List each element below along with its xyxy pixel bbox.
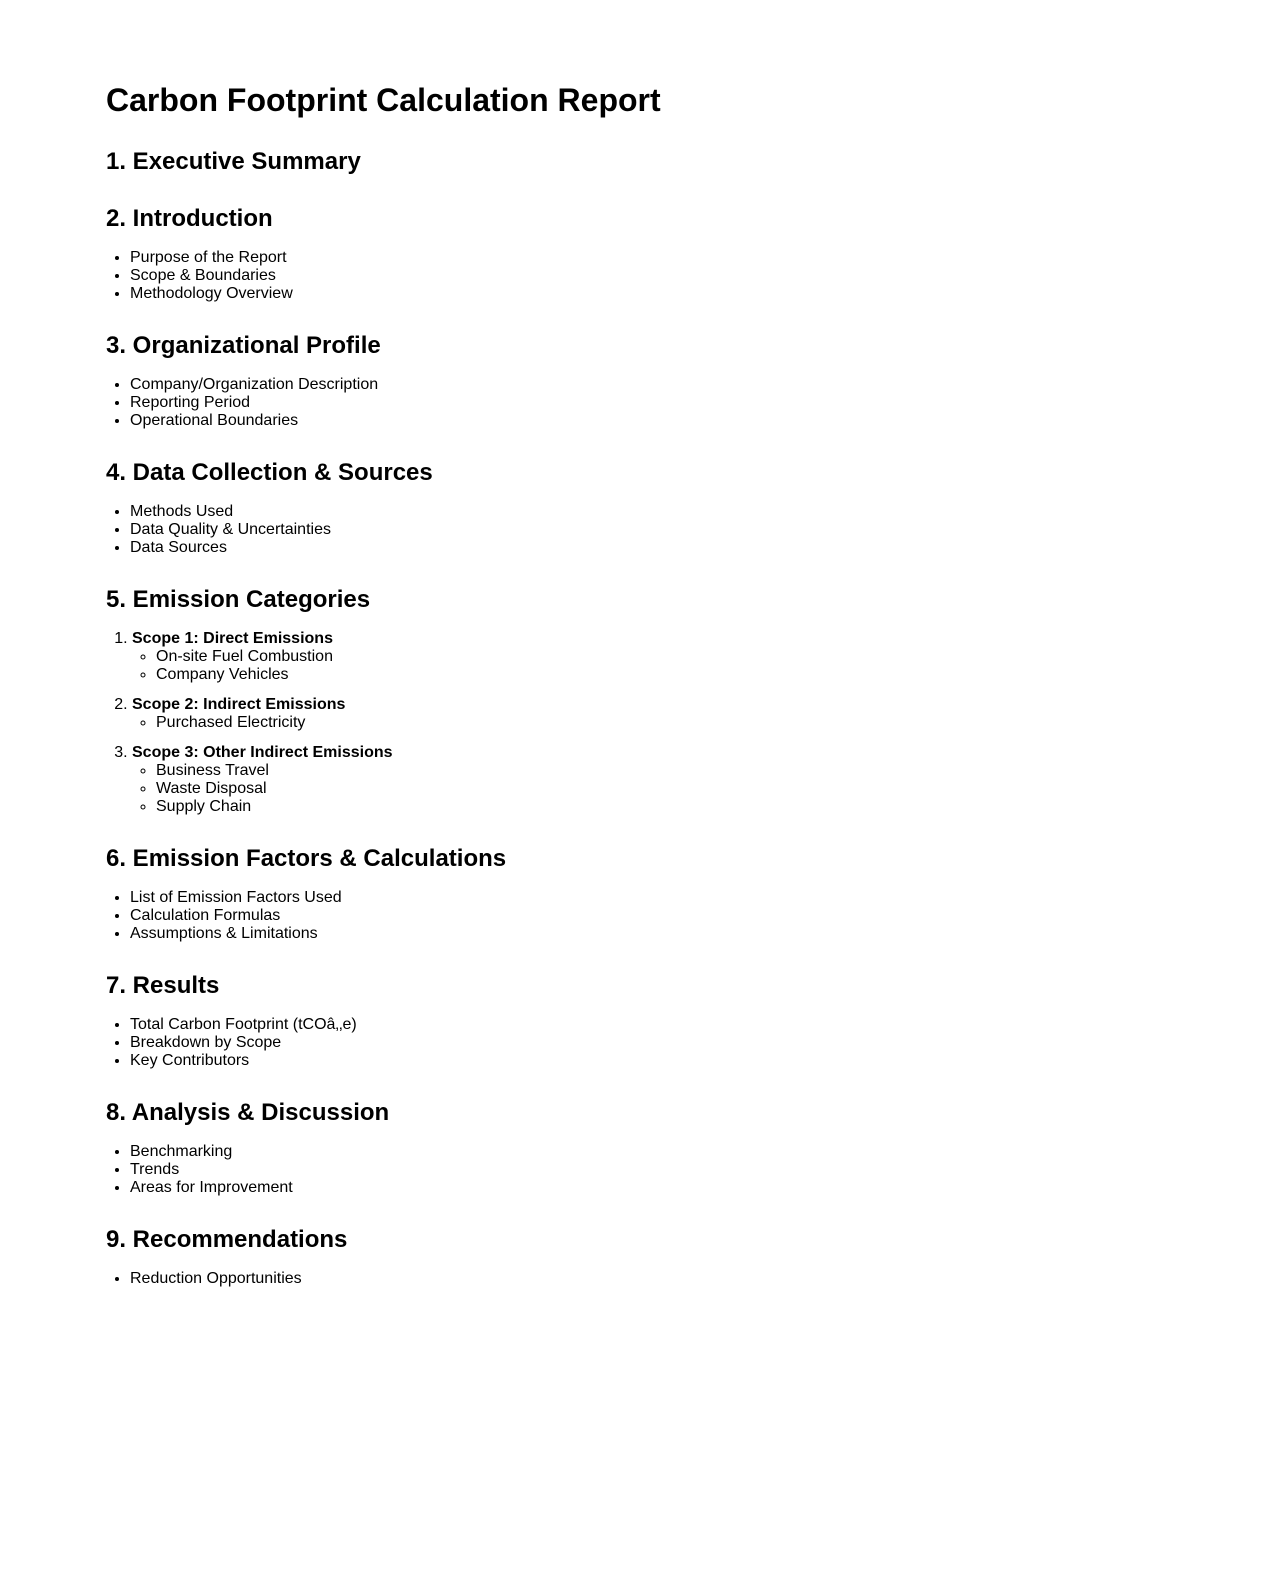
list-item: • Company/Organization Description bbox=[130, 376, 1203, 394]
scope-list bbox=[106, 630, 1203, 816]
section-emission-categories bbox=[106, 586, 1203, 816]
list-item: ◦ Waste Disposal bbox=[156, 780, 1203, 798]
section-title: 5. Emission Categories bbox=[106, 586, 371, 613]
bullet-list bbox=[106, 1143, 1203, 1197]
bullet-list bbox=[106, 1270, 1203, 1288]
list-item: • Assumptions & Limitations bbox=[130, 925, 1203, 943]
list-item: ◦ Business Travel bbox=[156, 762, 1203, 780]
bullet-list bbox=[106, 249, 1203, 303]
list-item bbox=[132, 696, 1203, 732]
list-item: • Data Sources bbox=[130, 539, 1203, 557]
list-item bbox=[132, 630, 1203, 684]
section-title: 7. Results bbox=[106, 972, 220, 999]
section-title: 3. Organizational Profile bbox=[106, 332, 381, 359]
list-item: • Areas for Improvement bbox=[130, 1179, 1203, 1197]
list-item: • Benchmarking bbox=[130, 1143, 1203, 1161]
section-title: 6. Emission Factors & Calculations bbox=[106, 845, 507, 872]
section-results bbox=[106, 972, 1203, 1070]
scope-label: Scope 1: Direct Emissions bbox=[132, 630, 333, 647]
sub-bullet-list bbox=[132, 648, 1203, 684]
section-title: 9. Recommendations bbox=[106, 1226, 348, 1253]
section-executive-summary bbox=[106, 148, 1203, 176]
bullet-list bbox=[106, 376, 1203, 430]
section-recommendations bbox=[106, 1226, 1203, 1288]
list-item: • List of Emission Factors Used bbox=[130, 889, 1203, 907]
list-item: • Calculation Formulas bbox=[130, 907, 1203, 925]
section-organizational-profile bbox=[106, 332, 1203, 430]
section-title: 2. Introduction bbox=[106, 205, 273, 232]
list-item: • Total Carbon Footprint (tCOâ‚‚e) bbox=[130, 1016, 1203, 1034]
list-item: ◦ Company Vehicles bbox=[156, 666, 1203, 684]
list-item: • Breakdown by Scope bbox=[130, 1034, 1203, 1052]
section-emission-factors-calculations bbox=[106, 845, 1203, 943]
list-item: • Data Quality & Uncertainties bbox=[130, 521, 1203, 539]
sub-bullet-list bbox=[132, 762, 1203, 816]
list-item: • Key Contributors bbox=[130, 1052, 1203, 1070]
section-analysis-discussion bbox=[106, 1099, 1203, 1197]
list-item: • Trends bbox=[130, 1161, 1203, 1179]
list-item: • Reduction Opportunities bbox=[130, 1270, 1203, 1288]
bullet-list bbox=[106, 503, 1203, 557]
scope-label: Scope 3: Other Indirect Emissions bbox=[132, 744, 393, 761]
list-item: • Operational Boundaries bbox=[130, 412, 1203, 430]
list-item: • Purpose of the Report bbox=[130, 249, 1203, 267]
list-item: • Methodology Overview bbox=[130, 285, 1203, 303]
section-introduction bbox=[106, 205, 1203, 303]
list-item: • Scope & Boundaries bbox=[130, 267, 1203, 285]
section-data-collection-sources bbox=[106, 459, 1203, 557]
list-item: ◦ Purchased Electricity bbox=[156, 714, 1203, 732]
bullet-list bbox=[106, 889, 1203, 943]
bullet-list bbox=[106, 1016, 1203, 1070]
page-title: Carbon Footprint Calculation Report bbox=[106, 82, 661, 118]
list-item bbox=[132, 744, 1203, 816]
list-item: • Methods Used bbox=[130, 503, 1203, 521]
list-item: ◦ On-site Fuel Combustion bbox=[156, 648, 1203, 666]
list-item: ◦ Supply Chain bbox=[156, 798, 1203, 816]
section-title: 8. Analysis & Discussion bbox=[106, 1099, 390, 1126]
scope-label: Scope 2: Indirect Emissions bbox=[132, 696, 346, 713]
sub-bullet-list bbox=[132, 714, 1203, 732]
section-title: 4. Data Collection & Sources bbox=[106, 459, 433, 486]
list-item: • Reporting Period bbox=[130, 394, 1203, 412]
section-title: 1. Executive Summary bbox=[106, 148, 361, 175]
